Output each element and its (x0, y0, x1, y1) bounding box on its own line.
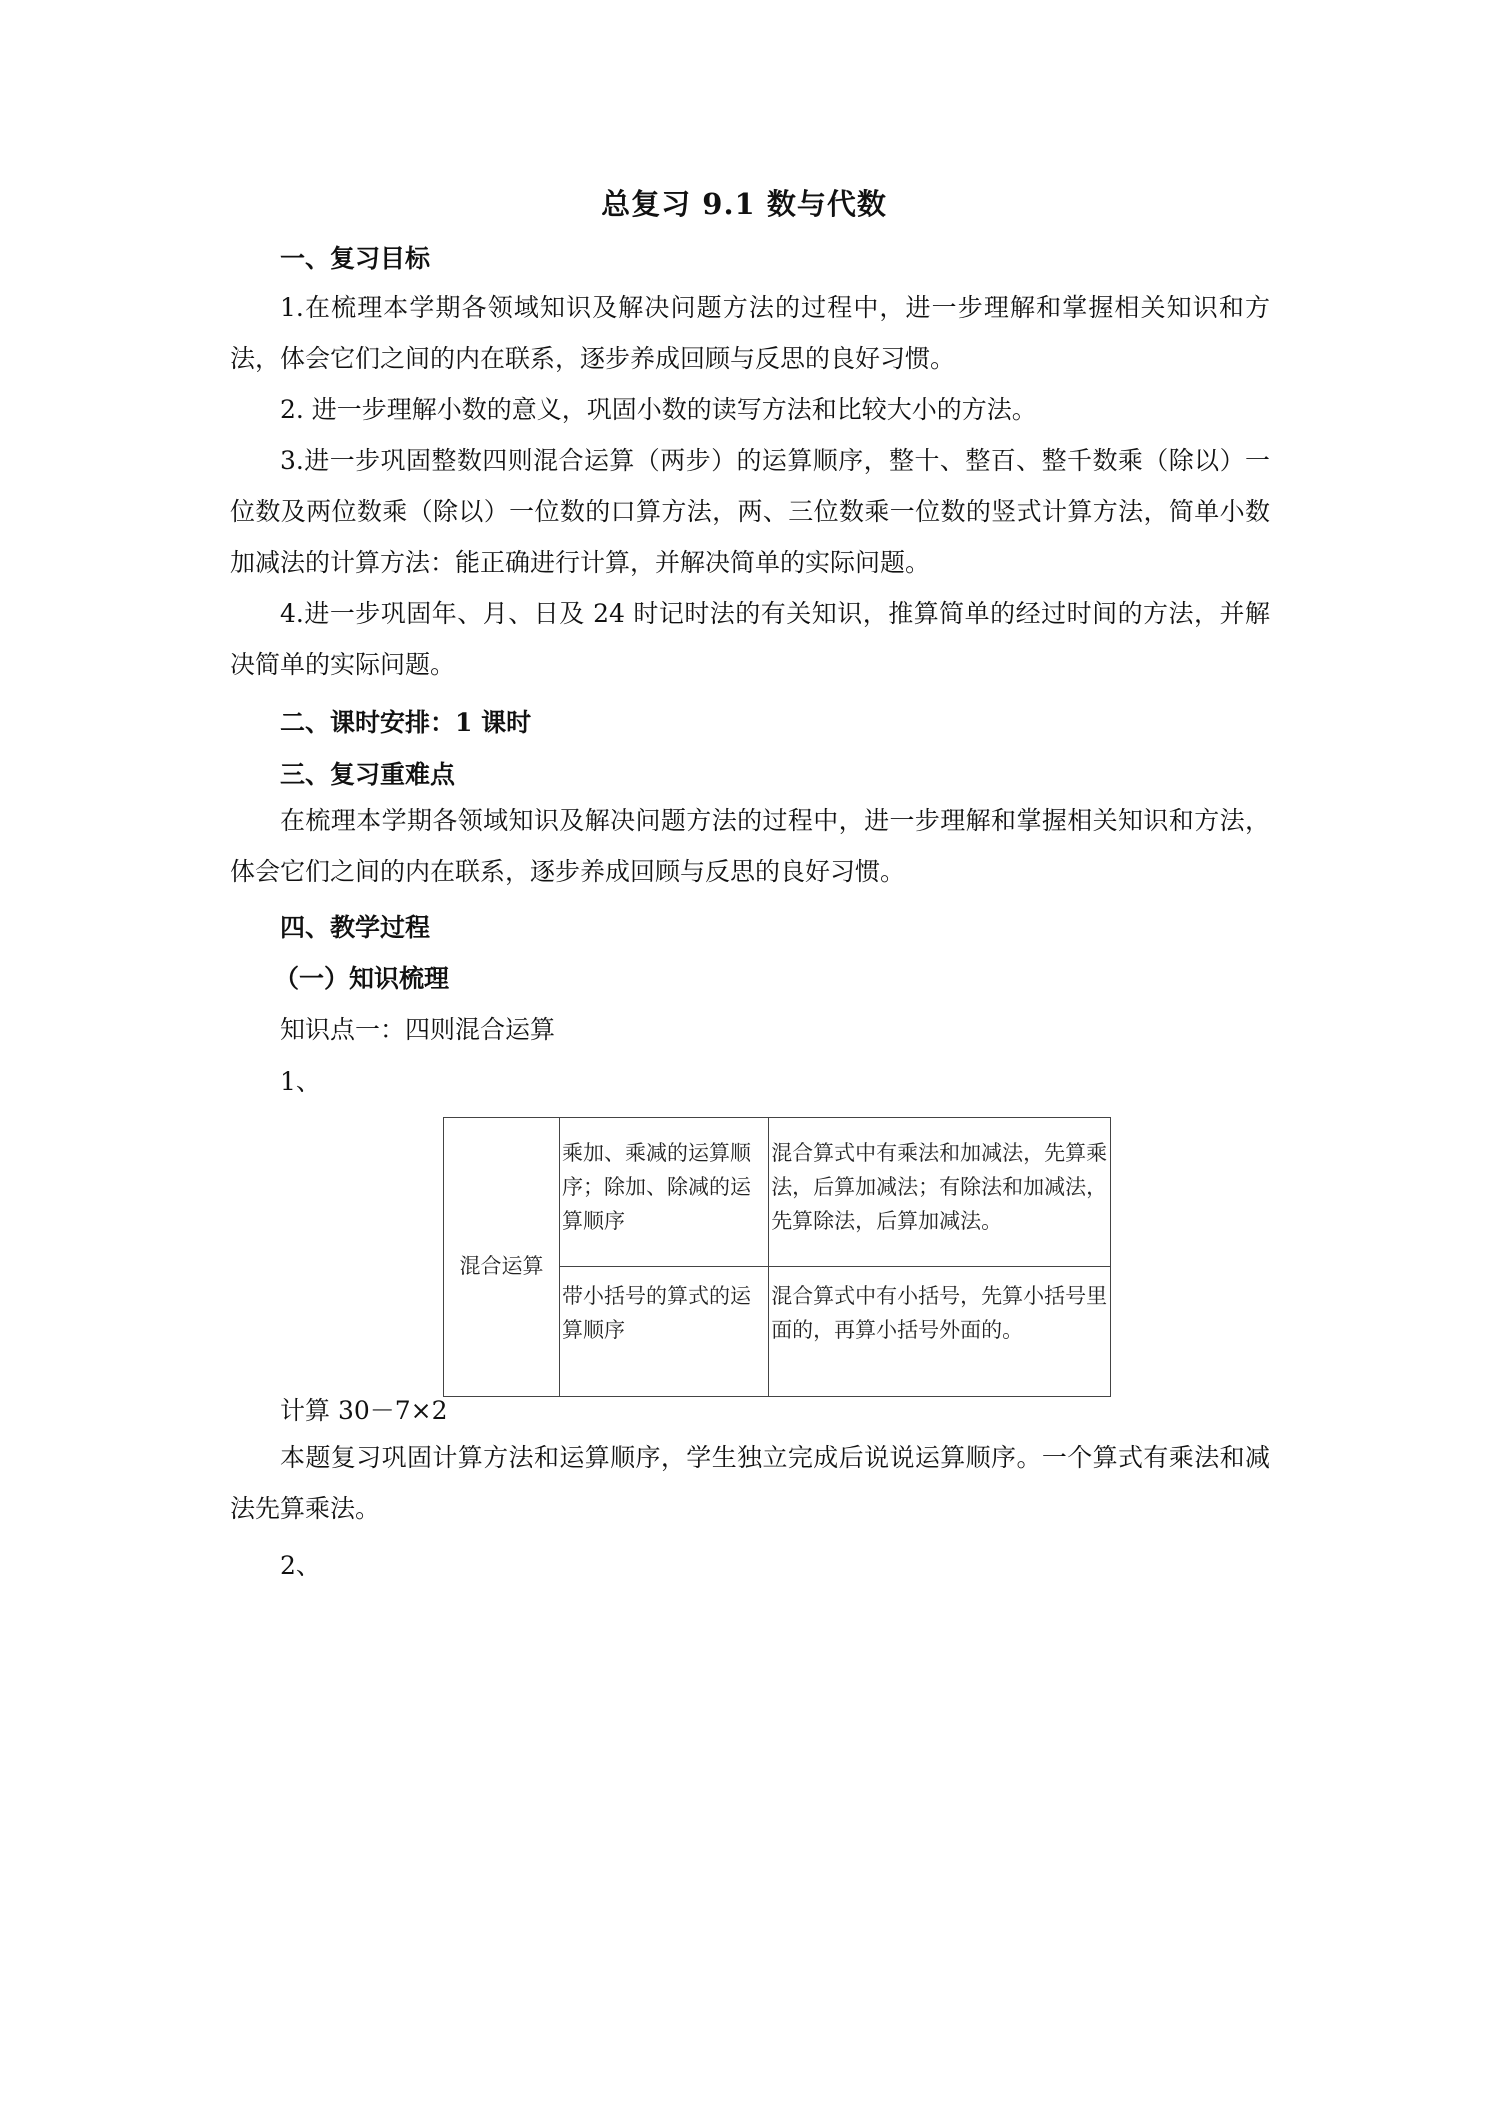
goal-item-1: 1.在梳理本学期各领域知识及解决问题方法的过程中，进一步理解和掌握相关知识和方法，体会它们之间的内在联系，逐步养成回顾与反思的良好习惯。 (230, 293, 1270, 373)
subheading-knowledge: （一）知识梳理 (274, 964, 450, 993)
table-cell-r1c2: 混合算式中有小括号，先算小括号里面的，再算小括号外面的。 (769, 1267, 1111, 1397)
knowledge-point-1: 知识点一：四则混合运算 (280, 1015, 556, 1044)
key-points-body: 在梳理本学期各领域知识及解决问题方法的过程中，进一步理解和掌握相关知识和方法，体会它们之间的内在联系，逐步养成回顾与反思的良好习惯。 (230, 806, 1270, 886)
table-cell-r0c2: 混合算式中有乘法和加减法，先算乘法，后算加减法；有除法和加减法，先算除法，后算加减法。 (769, 1118, 1111, 1267)
heading-schedule: 二、课时安排：1 课时 (280, 708, 532, 737)
table-cell-r0c1: 乘加、乘减的运算顺序；除加、除减的运算顺序 (559, 1118, 768, 1267)
table-cell-r1c1: 带小括号的算式的运算顺序 (559, 1267, 768, 1397)
heading-review-goals: 一、复习目标 (280, 244, 431, 273)
item-number-2: 2、 (280, 1551, 321, 1580)
goal-item-4: 4.进一步巩固年、月、日及 24 时记时法的有关知识，推算简单的经过时间的方法，并解决简单的实际问题。 (230, 599, 1270, 679)
page-title: 总复习 9.1 数与代数 (601, 187, 887, 221)
mixed-operation-table (443, 1117, 1111, 1397)
calculation-exercise: 计算 30－7×2 (280, 1396, 448, 1425)
exercise-explanation: 本题复习巩固计算方法和运算顺序，学生独立完成后说说运算顺序。一个算式有乘法和减法先算乘法。 (230, 1443, 1270, 1523)
goal-item-3: 3.进一步巩固整数四则混合运算（两步）的运算顺序，整十、整百、整千数乘（除以）一位数及两位数乘（除以）一位数的口算方法，两、三位数乘一位数的竖式计算方法，简单小数加减法的计算方法：能正确进行计算，并解决简单的实际问题。 (230, 446, 1270, 577)
heading-key-points: 三、复习重难点 (280, 760, 456, 789)
item-number-1: 1、 (280, 1067, 321, 1096)
table-row-header: 混合运算 (444, 1118, 560, 1397)
goal-item-2: 2. 进一步理解小数的意义，巩固小数的读写方法和比较大小的方法。 (280, 395, 1037, 424)
heading-teaching-process: 四、教学过程 (280, 913, 431, 942)
